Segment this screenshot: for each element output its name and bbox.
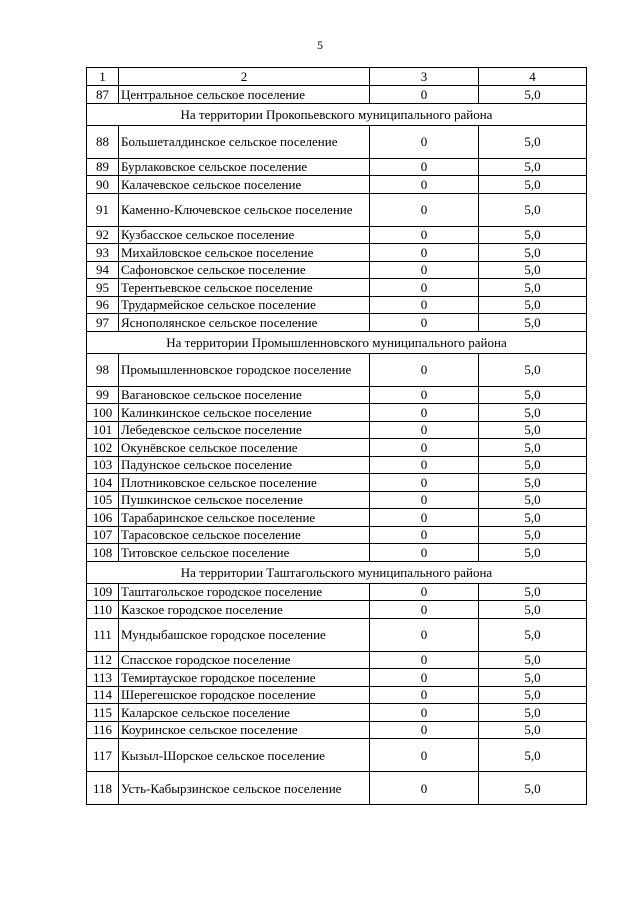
value-col-4: 5,0 (479, 353, 587, 386)
value-col-4: 5,0 (479, 404, 587, 422)
value-col-3: 0 (370, 704, 479, 722)
table-row (87, 314, 587, 332)
table-row (87, 583, 587, 601)
table-row (87, 353, 587, 386)
table-row (87, 526, 587, 544)
table-row (87, 125, 587, 158)
value-col-4: 5,0 (479, 456, 587, 474)
settlement-name: Центральное сельское поселение (119, 86, 370, 104)
value-col-3: 0 (370, 86, 479, 104)
table-row (87, 158, 587, 176)
value-col-3: 0 (370, 669, 479, 687)
value-col-4: 5,0 (479, 296, 587, 314)
value-col-4: 5,0 (479, 601, 587, 619)
value-col-3: 0 (370, 244, 479, 262)
settlement-name: Терентьевское сельское поселение (119, 279, 370, 297)
row-number: 115 (87, 704, 119, 722)
value-col-3: 0 (370, 386, 479, 404)
value-col-3: 0 (370, 526, 479, 544)
section-heading: На территории Прокопьевского муниципального района (87, 103, 587, 125)
settlement-name: Усть-Кабырзинское сельское поселение (119, 772, 370, 805)
value-col-3: 0 (370, 314, 479, 332)
value-col-4: 5,0 (479, 509, 587, 527)
settlement-name: Кызыл-Шорское сельское поселение (119, 739, 370, 772)
row-number: 89 (87, 158, 119, 176)
header-col-2: 2 (119, 68, 370, 86)
row-number: 95 (87, 279, 119, 297)
settlement-name: Бурлаковское сельское поселение (119, 158, 370, 176)
row-number: 107 (87, 526, 119, 544)
row-number: 87 (87, 86, 119, 104)
settlement-name: Титовское сельское поселение (119, 544, 370, 562)
table-row (87, 772, 587, 805)
section-heading-row (87, 561, 587, 583)
row-number: 118 (87, 772, 119, 805)
table-row (87, 544, 587, 562)
table-row (87, 721, 587, 739)
value-col-4: 5,0 (479, 491, 587, 509)
value-col-3: 0 (370, 739, 479, 772)
value-col-4: 5,0 (479, 651, 587, 669)
row-number: 103 (87, 456, 119, 474)
page-number: 5 (317, 38, 323, 52)
settlement-name: Каменно-Ключевское сельское поселение (119, 193, 370, 226)
value-col-4: 5,0 (479, 739, 587, 772)
value-col-4: 5,0 (479, 772, 587, 805)
section-heading-row (87, 103, 587, 125)
value-col-3: 0 (370, 176, 479, 194)
table-row (87, 491, 587, 509)
value-col-3: 0 (370, 686, 479, 704)
value-col-3: 0 (370, 474, 479, 492)
table-row (87, 279, 587, 297)
settlement-name: Мундыбашское городское поселение (119, 618, 370, 651)
value-col-4: 5,0 (479, 261, 587, 279)
row-number: 104 (87, 474, 119, 492)
value-col-4: 5,0 (479, 544, 587, 562)
value-col-3: 0 (370, 404, 479, 422)
settlement-name: Пушкинское сельское поселение (119, 491, 370, 509)
row-number: 96 (87, 296, 119, 314)
row-number: 112 (87, 651, 119, 669)
settlement-name: Яснополянское сельское поселение (119, 314, 370, 332)
value-col-3: 0 (370, 279, 479, 297)
row-number: 101 (87, 421, 119, 439)
value-col-3: 0 (370, 544, 479, 562)
table-row (87, 244, 587, 262)
row-number: 100 (87, 404, 119, 422)
table-header-row (87, 68, 587, 86)
table-row (87, 739, 587, 772)
settlement-name: Тарабаринское сельское поселение (119, 509, 370, 527)
value-col-3: 0 (370, 583, 479, 601)
settlement-name: Тарасовское сельское поселение (119, 526, 370, 544)
settlement-name: Казское городское поселение (119, 601, 370, 619)
row-number: 94 (87, 261, 119, 279)
row-number: 114 (87, 686, 119, 704)
settlement-name: Спасское городское поселение (119, 651, 370, 669)
value-col-3: 0 (370, 721, 479, 739)
row-number: 113 (87, 669, 119, 687)
value-col-4: 5,0 (479, 669, 587, 687)
value-col-4: 5,0 (479, 721, 587, 739)
value-col-3: 0 (370, 226, 479, 244)
settlements-table (86, 67, 587, 805)
table-row (87, 261, 587, 279)
value-col-4: 5,0 (479, 314, 587, 332)
settlement-name: Шерегешское городское поселение (119, 686, 370, 704)
settlement-name: Калачевское сельское поселение (119, 176, 370, 194)
row-number: 91 (87, 193, 119, 226)
value-col-3: 0 (370, 491, 479, 509)
settlement-name: Промышленновское городское поселение (119, 353, 370, 386)
settlement-name: Михайловское сельское поселение (119, 244, 370, 262)
value-col-4: 5,0 (479, 279, 587, 297)
settlement-name: Темиртауское городское поселение (119, 669, 370, 687)
table-row (87, 704, 587, 722)
value-col-4: 5,0 (479, 86, 587, 104)
table-row (87, 456, 587, 474)
table-row (87, 601, 587, 619)
value-col-4: 5,0 (479, 176, 587, 194)
row-number: 106 (87, 509, 119, 527)
value-col-4: 5,0 (479, 439, 587, 457)
table-body (87, 68, 587, 805)
value-col-3: 0 (370, 353, 479, 386)
settlement-name: Плотниковское сельское поселение (119, 474, 370, 492)
section-heading: На территории Промышленновского муниципального района (87, 331, 587, 353)
settlement-name: Сафоновское сельское поселение (119, 261, 370, 279)
row-number: 97 (87, 314, 119, 332)
value-col-3: 0 (370, 193, 479, 226)
row-number: 93 (87, 244, 119, 262)
settlement-name: Большеталдинское сельское поселение (119, 125, 370, 158)
value-col-4: 5,0 (479, 686, 587, 704)
row-number: 92 (87, 226, 119, 244)
value-col-4: 5,0 (479, 226, 587, 244)
section-heading: На территории Таштагольского муниципального района (87, 561, 587, 583)
value-col-4: 5,0 (479, 125, 587, 158)
row-number: 108 (87, 544, 119, 562)
settlement-name: Окунёвское сельское поселение (119, 439, 370, 457)
row-number: 90 (87, 176, 119, 194)
row-number: 98 (87, 353, 119, 386)
value-col-4: 5,0 (479, 244, 587, 262)
settlement-name: Кузбасское сельское поселение (119, 226, 370, 244)
table-row (87, 193, 587, 226)
value-col-4: 5,0 (479, 421, 587, 439)
table-row (87, 226, 587, 244)
section-heading-row (87, 331, 587, 353)
row-number: 111 (87, 618, 119, 651)
value-col-3: 0 (370, 618, 479, 651)
table-row (87, 669, 587, 687)
value-col-3: 0 (370, 456, 479, 474)
value-col-4: 5,0 (479, 386, 587, 404)
value-col-4: 5,0 (479, 474, 587, 492)
settlement-name: Трудармейское сельское поселение (119, 296, 370, 314)
settlement-name: Коуринское сельское поселение (119, 721, 370, 739)
row-number: 110 (87, 601, 119, 619)
table-row (87, 86, 587, 104)
settlement-name: Калинкинское сельское поселение (119, 404, 370, 422)
value-col-4: 5,0 (479, 158, 587, 176)
value-col-3: 0 (370, 439, 479, 457)
value-col-4: 5,0 (479, 618, 587, 651)
value-col-4: 5,0 (479, 704, 587, 722)
settlement-name: Падунское сельское поселение (119, 456, 370, 474)
value-col-3: 0 (370, 296, 479, 314)
value-col-3: 0 (370, 125, 479, 158)
header-col-3: 3 (370, 68, 479, 86)
table-row (87, 686, 587, 704)
value-col-4: 5,0 (479, 583, 587, 601)
row-number: 117 (87, 739, 119, 772)
table-row (87, 176, 587, 194)
table-row (87, 474, 587, 492)
row-number: 105 (87, 491, 119, 509)
value-col-4: 5,0 (479, 193, 587, 226)
settlement-name: Лебедевское сельское поселение (119, 421, 370, 439)
table-row (87, 421, 587, 439)
header-col-1: 1 (87, 68, 119, 86)
settlement-name: Таштагольское городское поселение (119, 583, 370, 601)
table-row (87, 439, 587, 457)
value-col-3: 0 (370, 261, 479, 279)
row-number: 88 (87, 125, 119, 158)
table-row (87, 296, 587, 314)
settlement-name: Вагановское сельское поселение (119, 386, 370, 404)
header-col-4: 4 (479, 68, 587, 86)
value-col-3: 0 (370, 601, 479, 619)
table-row (87, 651, 587, 669)
value-col-3: 0 (370, 509, 479, 527)
row-number: 99 (87, 386, 119, 404)
row-number: 116 (87, 721, 119, 739)
value-col-3: 0 (370, 421, 479, 439)
table-row (87, 386, 587, 404)
row-number: 109 (87, 583, 119, 601)
settlement-name: Каларское сельское поселение (119, 704, 370, 722)
table-row (87, 404, 587, 422)
table-row (87, 618, 587, 651)
row-number: 102 (87, 439, 119, 457)
value-col-3: 0 (370, 651, 479, 669)
value-col-4: 5,0 (479, 526, 587, 544)
value-col-3: 0 (370, 772, 479, 805)
value-col-3: 0 (370, 158, 479, 176)
table-row (87, 509, 587, 527)
